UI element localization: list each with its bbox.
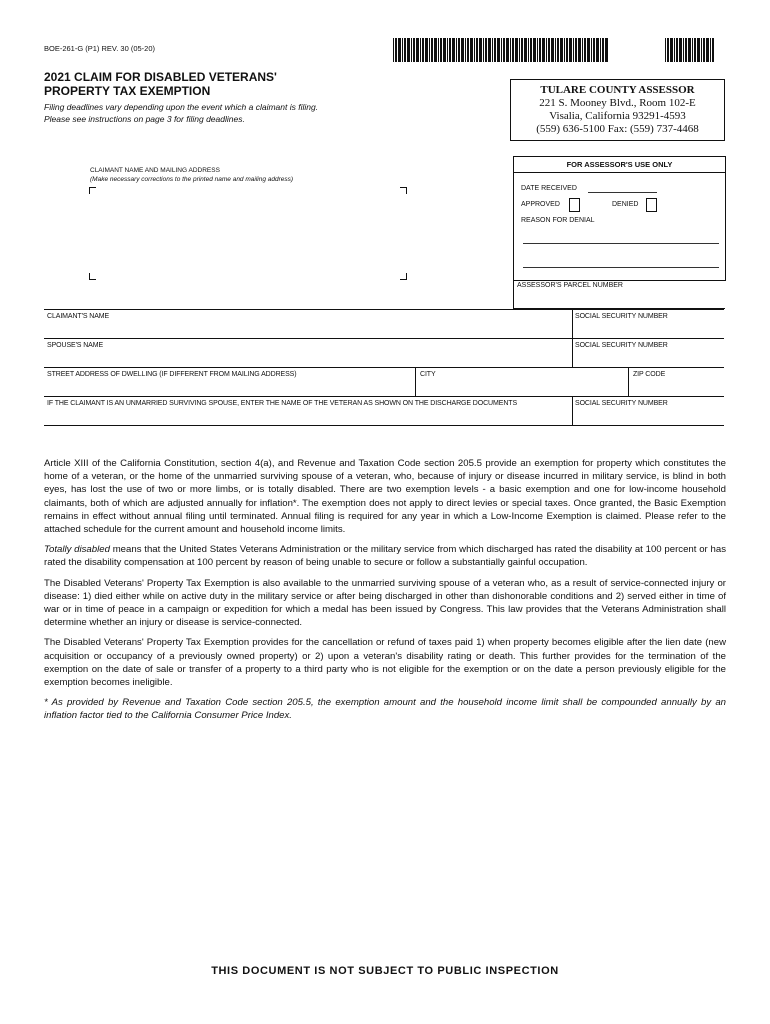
claimant-note: (Make necessary corrections to the printed name and mailing address) [90, 176, 294, 183]
claimant-name-row [44, 309, 724, 338]
inflation-footnote: * As provided by Revenue and Taxation Code section 205.5, the exemption amount and the household income limit shall be compounded annually by an inflation factor tied to the California Consumer Price Index. [44, 697, 726, 722]
form-number: BOE-261-G (P1) REV. 30 (05-20) [44, 44, 156, 53]
reason-line-2[interactable] [523, 267, 719, 268]
assessor-name: TULARE COUNTY ASSESSOR [540, 84, 695, 96]
street-address-label: STREET ADDRESS OF DWELLING (IF DIFFERENT FROM MAILING ADDRESS) [47, 371, 297, 378]
title-line-2: PROPERTY TAX EXEMPTION [44, 84, 211, 98]
corner-mark-top-left [89, 187, 96, 194]
denied-checkbox[interactable] [646, 198, 657, 212]
date-received-label: DATE RECEIVED [521, 185, 577, 192]
city-label: CITY [420, 371, 436, 378]
assessors-use-box [513, 156, 726, 281]
claimant-address-area[interactable] [96, 196, 396, 270]
instructions-text [44, 457, 726, 730]
claimant-label: CLAIMANT NAME AND MAILING ADDRESS [90, 167, 220, 174]
spouse-ssn-label: SOCIAL SECURITY NUMBER [575, 342, 668, 349]
term-totally-disabled: Totally disabled [44, 544, 110, 556]
veteran-name-label: IF THE CLAIMANT IS AN UNMARRIED SURVIVING SPOUSE, ENTER THE NAME OF THE VETERAN AS SHOWN ON THE DISCHARGE DOCUMENTS [47, 400, 518, 407]
barcode-1 [393, 38, 649, 62]
parcel-number-box[interactable] [513, 280, 725, 309]
spouse-name-row [44, 338, 724, 367]
form-title [44, 70, 277, 98]
claimant-ssn-label: SOCIAL SECURITY NUMBER [575, 313, 668, 320]
subtitle-line-1: Filing deadlines vary depending upon the event which a claimant is filing. [44, 102, 319, 112]
reason-line-1[interactable] [523, 243, 719, 244]
claimant-name-label: CLAIMANT'S NAME [47, 313, 110, 320]
assessors-use-heading: FOR ASSESSOR'S USE ONLY [514, 157, 725, 173]
subtitle-line-2: Please see instructions on page 3 for filing deadlines. [44, 114, 245, 124]
public-inspection-notice: THIS DOCUMENT IS NOT SUBJECT TO PUBLIC INSPECTION [211, 965, 559, 977]
reason-for-denial-label: REASON FOR DENIAL [521, 217, 595, 224]
assessor-phone: (559) 636-5100 Fax: (559) 737-4468 [536, 123, 699, 135]
corner-mark-bottom-right [400, 273, 407, 280]
claimant-address-label [90, 166, 293, 184]
parcel-number-label: ASSESSOR'S PARCEL NUMBER [517, 282, 623, 289]
filing-deadline-note [44, 101, 318, 125]
street-address-row [44, 367, 724, 396]
corner-mark-bottom-left [89, 273, 96, 280]
veteran-name-row [44, 396, 724, 426]
assessor-address-2: Visalia, California 93291-4593 [549, 110, 686, 122]
totally-disabled-definition: means that the United States Veterans Administration or the military service from which discharged has rated the disability at 100 percent or has rated the disability compensation at 100 percent by reason of being unable to secure or follow a substantially gainful occupation. [44, 544, 726, 569]
paragraph-cancellation-refund: The Disabled Veterans' Property Tax Exemption provides for the cancellation or refund of taxes paid 1) when property becomes eligible after the lien date (new acquisition or occupancy of a previously owned property) or 2) upon a veteran's disability rating or death. This further provides for the termination of the exemption on the date of sale or transfer of a property to a third party who is not eligible for the exemption or on the date a person previously eligible for the exemption becomes ineligible. [44, 637, 726, 689]
paragraph-exemption-overview: Article XIII of the California Constitution, section 4(a), and Revenue and Taxation Code section 205.5 provide an exemption for property which constitutes the home of a veteran, or the home of the unmarried surviving spouse of a veteran, who, because of injury or disease incurred in military service, is blind in both eyes, has lost the use of two or more limbs, or is totally disabled. There are two exemption levels - a basic exemption and one for low-income household claimants, both of which are adjusted annually for inflation*. The exemption does not apply to direct levies or special taxes. Once granted, the Basic Exemption remains in effect without annual filing until terminated. Annual filing is required for any year in which a Low-Income Exemption is claimed. Please refer to the attached schedule for the current amount and household income limits. [44, 458, 726, 536]
paragraph-surviving-spouse: The Disabled Veterans' Property Tax Exemption is also available to the unmarried surviving spouse of a veteran who, as a result of service-connected injury or disease: 1) died either while on active duty in the military service or after being discharged in other than dishonorable conditions and 2) served either in time of war or in time of peace in a campaign or expedition for which a medal has been issued by Congress. This law provides that the Veterans Administration shall determine whether an injury or disease is service-connected. [44, 577, 726, 629]
approved-label: APPROVED [521, 201, 560, 208]
title-line-1: 2021 CLAIM FOR DISABLED VETERANS' [44, 70, 277, 84]
assessor-address-1: 221 S. Mooney Blvd., Room 102-E [539, 97, 696, 109]
corner-mark-top-right [400, 187, 407, 194]
date-received-field[interactable] [588, 192, 657, 193]
denied-label: DENIED [612, 201, 639, 208]
paragraph-totally-disabled [44, 543, 726, 569]
approved-checkbox[interactable] [569, 198, 580, 212]
zip-code-label: ZIP CODE [633, 371, 666, 378]
spouse-name-label: SPOUSE'S NAME [47, 342, 104, 349]
assessor-address-box [510, 79, 725, 141]
barcode-2 [665, 38, 727, 62]
veteran-ssn-label: SOCIAL SECURITY NUMBER [575, 400, 668, 407]
